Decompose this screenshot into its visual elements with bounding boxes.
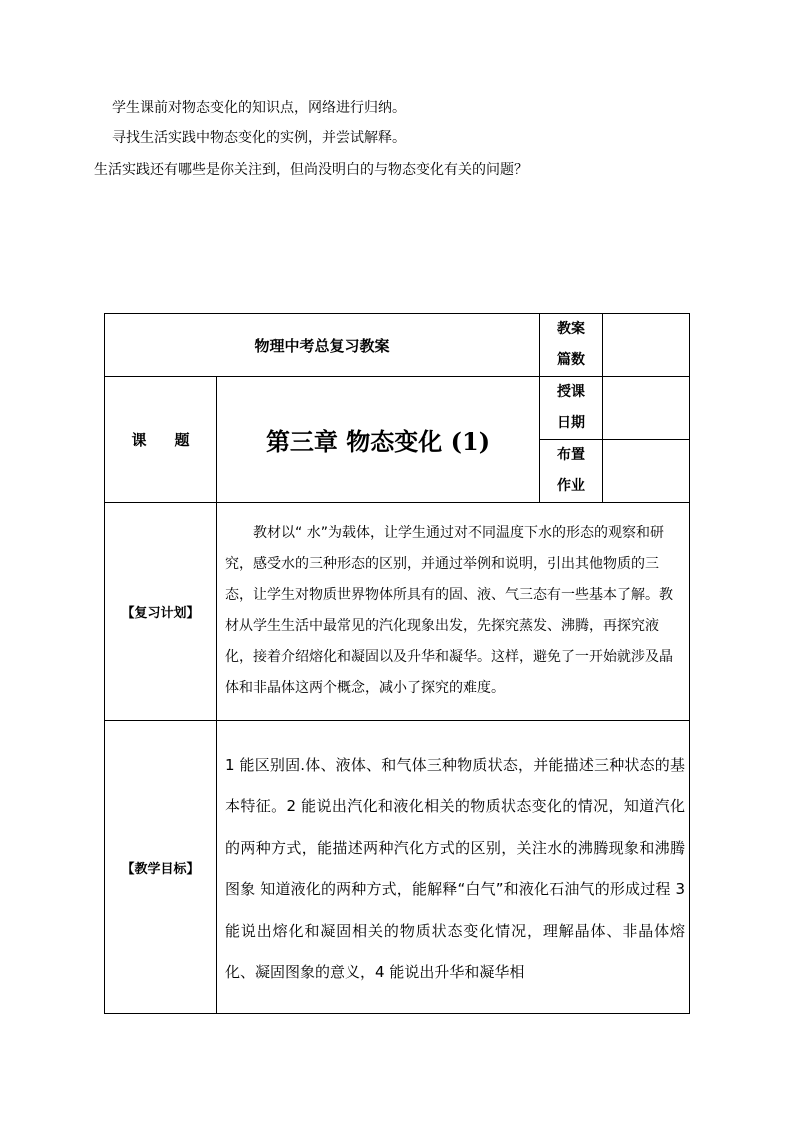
teaching-goal-text: 1 能区别固.体、液体、和气体三种物质状态，并能描述三种状态的基本特征。2 能说出汽化和液化相关的物质状态变化的情况，知道汽化的两种方式，能描述两种汽化方式的区别，关注水的沸腾现象和沸腾图象 知道液化的两种方式，能解释“白气”和液化石油气的形成过程 3 能说出熔化和凝固相关的物质状态变化情况，理解晶体、非晶体熔化、凝固图象的意义，4 能说出升华和凝华相 [217,721,690,1014]
lesson-count-label: 教案 篇数 [540,314,603,377]
intro-line-1: 学生课前对物态变化的知识点，网络进行归纳。 [112,100,406,116]
table-title: 物理中考总复习教案 [105,314,540,377]
intro-line-2: 寻找生活实践中物态变化的实例，并尝试解释。 [112,130,406,146]
homework-value [603,440,690,503]
chapter-title: 第三章 物态变化 (1) [217,377,540,503]
date-value [603,377,690,440]
review-plan-text: 教材以“ 水”为载体，让学生通过对不同温度下水的形态的观察和研究，感受水的三种形态的区别，并通过举例和说明，引出其他物质的三态，让学生对物质世界物体所具有的固、液、气三态有一些基本了解。教材从学生生活中最常见的汽化现象出发，先探究蒸发、沸腾，再探究液化，接着介绍熔化和凝固以及升华和凝华。这样，避免了一开始就涉及晶体和非晶体这两个概念，减小了探究的难度。 [217,503,690,721]
intro-line-3: 生活实践还有哪些是你关注到，但尚没明白的与物态变化有关的问题？ [94,162,528,178]
date-label: 授课 日期 [540,377,603,440]
topic-label: 课 题 [105,377,217,503]
lesson-plan-table [104,313,690,1014]
review-plan-label: 【复习计划】 [105,503,217,721]
teaching-goal-label: 【教学目标】 [105,721,217,1014]
lesson-count-value [603,314,690,377]
homework-label: 布置 作业 [540,440,603,503]
